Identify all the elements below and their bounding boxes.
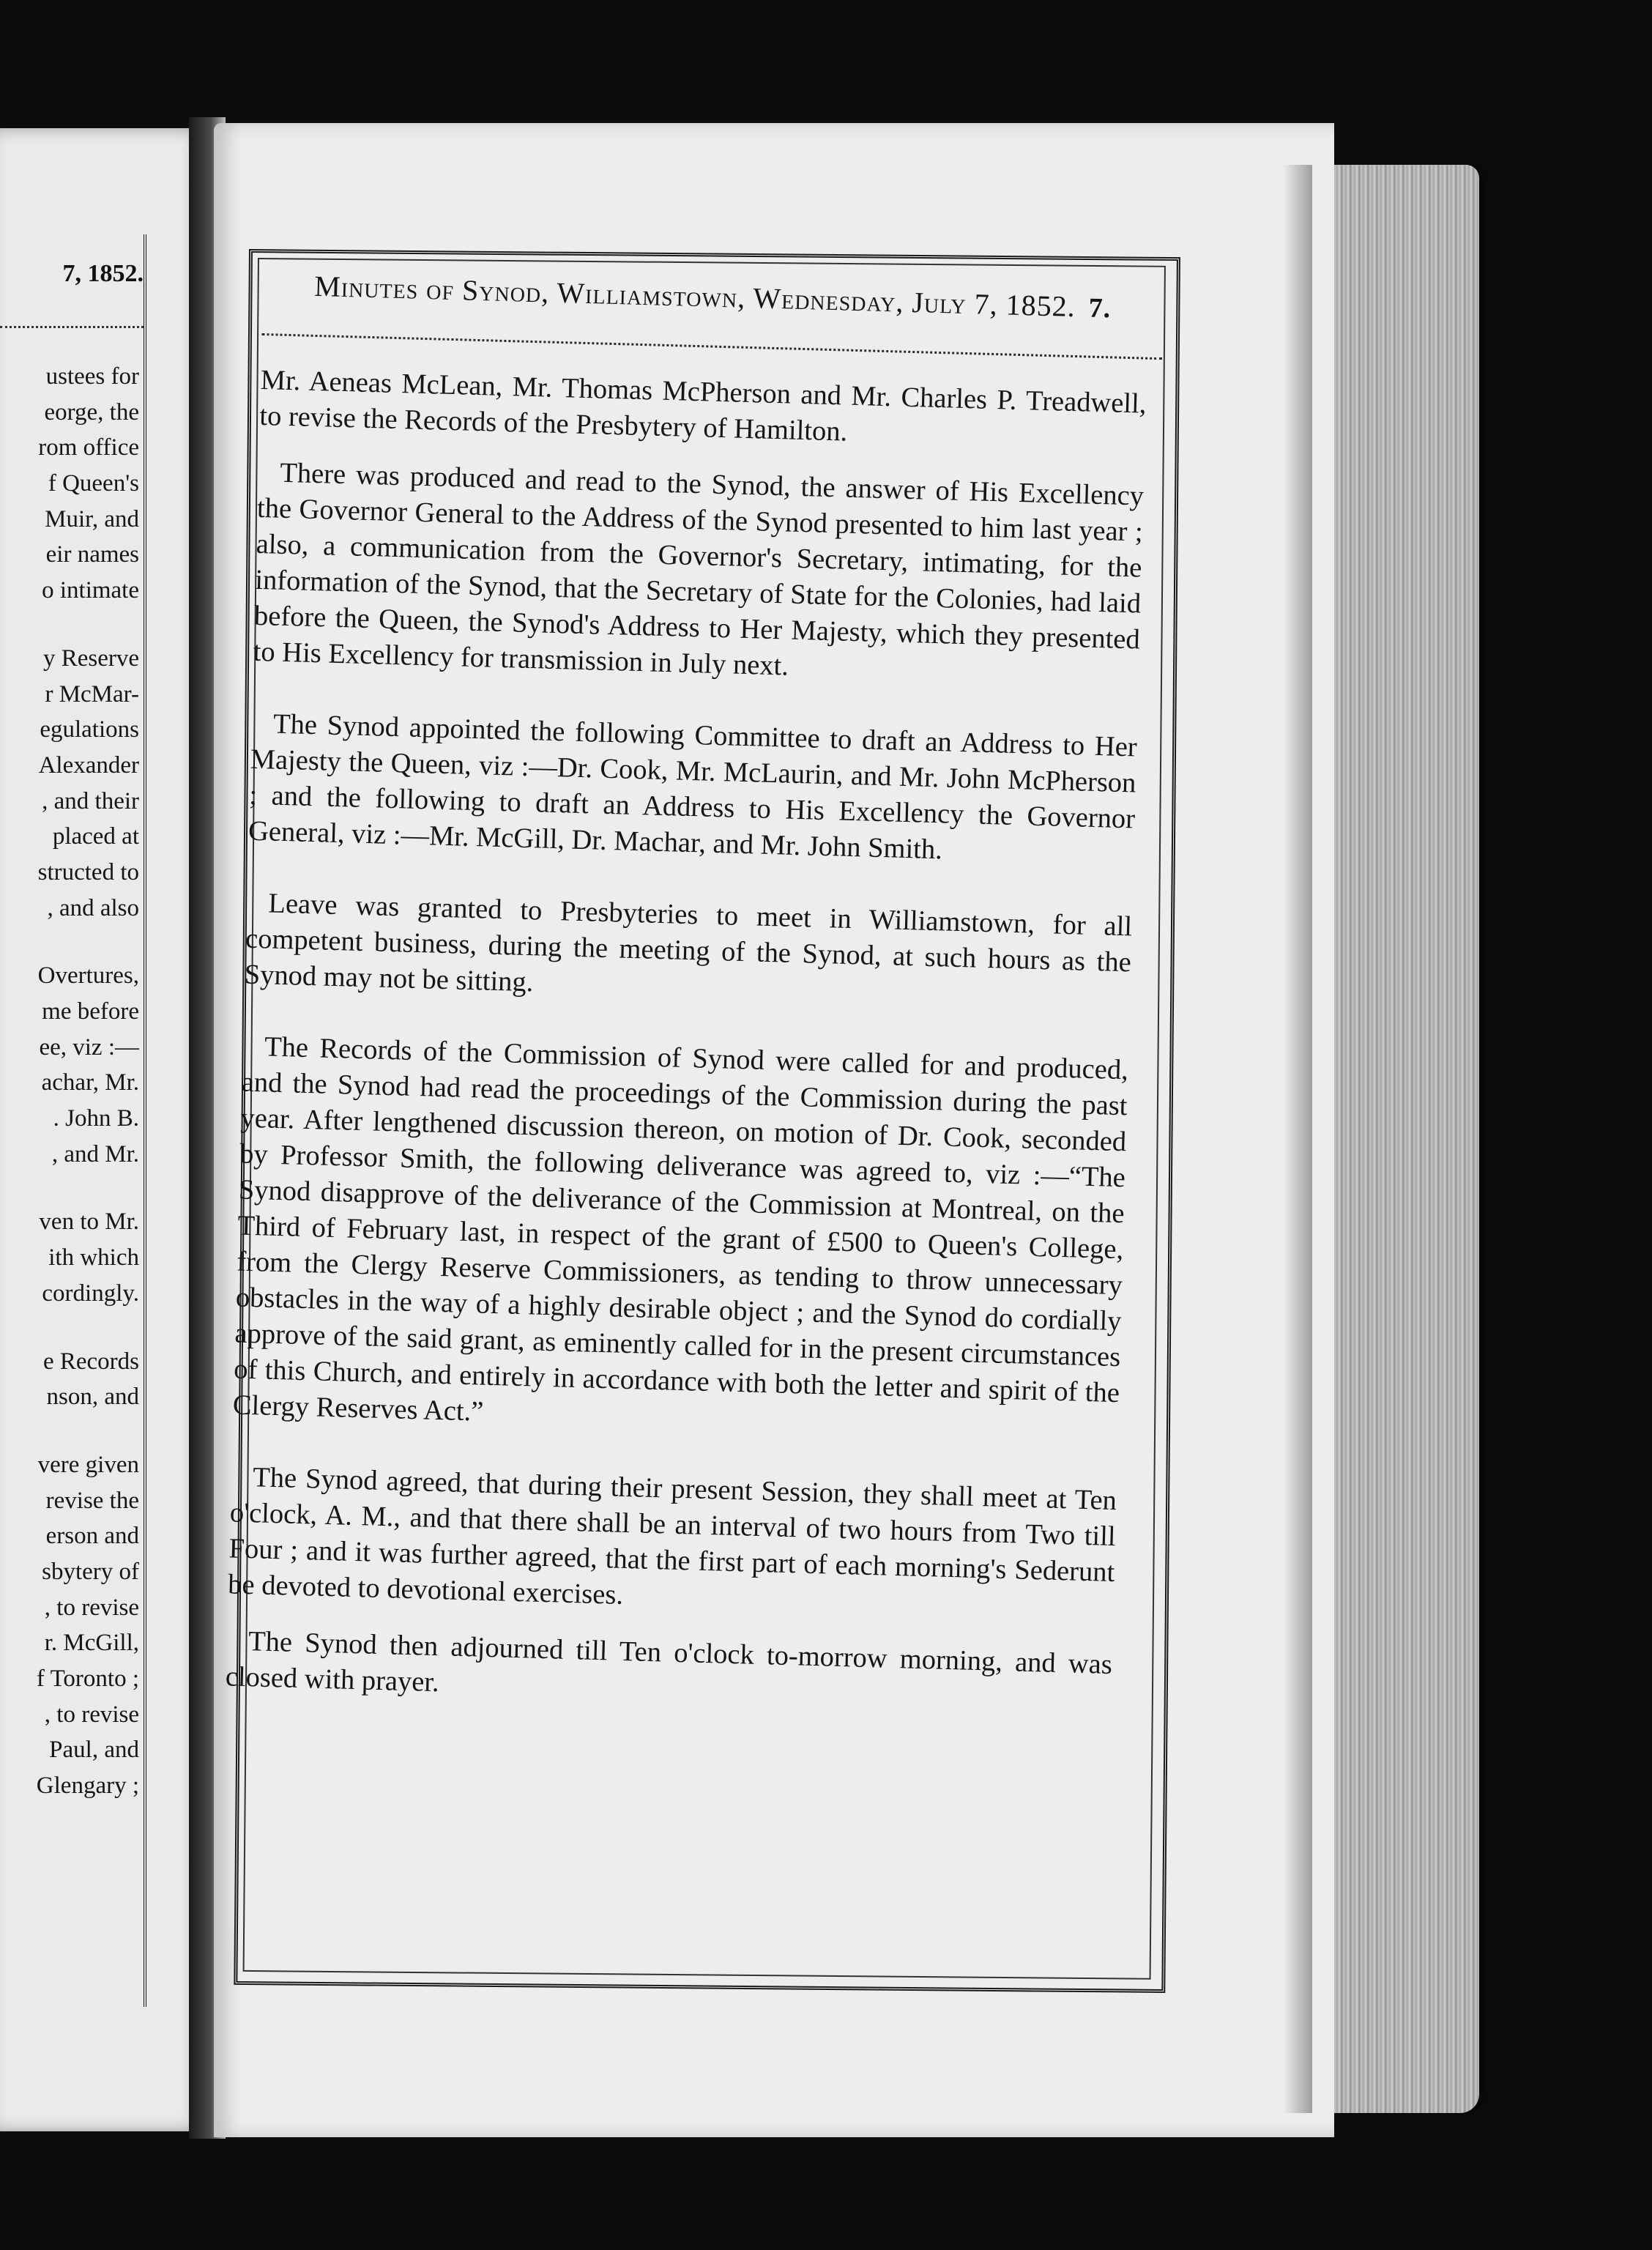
facing-page-line: Paul, and xyxy=(49,1737,139,1764)
facing-page-header: 7, 1852. xyxy=(62,260,144,287)
facing-page-line: egulations xyxy=(40,716,139,743)
facing-page-line: Glengary ; xyxy=(36,1772,139,1800)
facing-page-line: ee, viz :— xyxy=(39,1033,139,1061)
page-edge-shade xyxy=(1283,165,1312,2113)
minutes-body xyxy=(224,363,1147,1755)
facing-page-text xyxy=(0,359,139,1804)
facing-page-line: eir names xyxy=(45,541,139,568)
facing-page-line xyxy=(0,1312,139,1344)
facing-page-line: Muir, and xyxy=(45,505,139,532)
facing-page-line xyxy=(0,1172,139,1204)
facing-page-line: nson, and xyxy=(46,1384,139,1411)
facing-page-line: e Records xyxy=(42,1348,139,1375)
facing-page-line: , to revise xyxy=(44,1594,139,1621)
facing-page-line: , and Mr. xyxy=(51,1140,139,1167)
facing-page-line: f Queen's xyxy=(48,470,139,497)
facing-page-line: , to revise xyxy=(44,1701,139,1728)
facing-page-line: cordingly. xyxy=(42,1280,139,1307)
facing-page-line xyxy=(0,609,139,641)
facing-page-line: rom office xyxy=(38,434,139,461)
facing-page-line: f Toronto ; xyxy=(36,1666,139,1692)
facing-page-line: o intimate xyxy=(42,577,139,604)
facing-page-line: Alexander xyxy=(38,751,139,779)
paragraph-5: The Records of the Commission of Synod were called for and produced, and the Synod had read the proceedings of the Commission during the past year. After lengthened discussion thereon, on motion of Dr. Cook, seconded by Professor Smith, the following deliverance was agreed to, viz :—“The Synod disapprove of the deliverance of the Commission at Montreal, on the Third of February last, in respect of the grant of £500 to Queen's College, from the Clergy Reserve Commissioners, as tending to throw unnecessary obstacles in the way of a highly desirable object ; and the Synod do cordially approve of the said grant, as eminently called for in the present circumstances of this Church, and entirely in accordance with both the letter and spirit of the Clergy Reserves Act.” xyxy=(232,1031,1129,1427)
facing-page-line: ustees for xyxy=(45,363,139,390)
page-number: 7. xyxy=(1088,292,1112,324)
facing-page-line: , and also xyxy=(47,894,139,921)
facing-page-line: ven to Mr. xyxy=(39,1208,139,1236)
paragraph-6: The Synod agreed, that during their present Session, they shall meet at Ten o'clock, A. M., and that there shall be an interval of two hours from Two till Four ; and it was further agreed, that the first part of each morning's Sederunt be devoted to devotional exercises. xyxy=(227,1462,1117,1611)
facing-page-line: Overtures, xyxy=(37,962,139,990)
paragraph-2: There was produced and read to the Synod, the answer of His Excellency the Governor General to the Address of the Synod presented to him last year ; also, a communication from the Governor's Secretary, intimating, for the information of the Synod, that the Secretary of State for the Colonies, had laid before the Queen, the Synod's Address to Her Majesty, which they presented to His Excellency for transmission in July next. xyxy=(253,457,1145,682)
paragraph-4: Leave was granted to Presbyteries to meet in Williamstown, for all competent business, during the meeting of the Synod, at such hours as the Synod may not be sitting. xyxy=(244,888,1133,998)
facing-page-line xyxy=(0,1415,139,1447)
facing-page-line: , and their xyxy=(42,787,139,814)
facing-page-line: structed to xyxy=(37,858,139,885)
paragraph-1: Mr. Aeneas McLean, Mr. Thomas McPherson and Mr. Charles P. Treadwell, to revise the Records of the Presbytery of Hamilton. xyxy=(258,364,1147,448)
facing-page-line: me before xyxy=(42,998,139,1025)
facing-page-line: . John B. xyxy=(53,1105,139,1132)
facing-page-line: ith which xyxy=(48,1244,139,1271)
running-head-title: Minutes of Synod, Williamstown, Wednesday, July 7, 1852. xyxy=(313,269,1076,324)
facing-page-line: eorge, the xyxy=(44,398,139,426)
facing-page-line xyxy=(0,926,139,958)
facing-page-line: r McMar- xyxy=(45,680,139,708)
facing-page-line: erson and xyxy=(45,1523,139,1550)
paragraph-3: The Synod appointed the following Committee to draft an Address to Her Majesty the Queen, viz :—Dr. Cook, Mr. McLaurin, and Mr. John McPherson ; and the following to draft an Address to His Excellency the Governor General, viz :—Mr. McGill, Dr. Machar, and Mr. John Smith. xyxy=(248,708,1138,866)
facing-page-line: sbytery of xyxy=(42,1558,139,1585)
facing-page-line: placed at xyxy=(52,823,139,850)
facing-page-line: r. McGill, xyxy=(44,1630,139,1657)
facing-page-line: revise the xyxy=(45,1487,139,1514)
facing-page-line: vere given xyxy=(37,1451,139,1478)
paragraph-7: The Synod then adjourned till Ten o'clock to-morrow morning, and was closed with prayer. xyxy=(225,1626,1113,1698)
facing-page-line: y Reserve xyxy=(42,645,139,672)
facing-page-rule xyxy=(0,326,144,328)
facing-page-line: achar, Mr. xyxy=(41,1069,139,1096)
